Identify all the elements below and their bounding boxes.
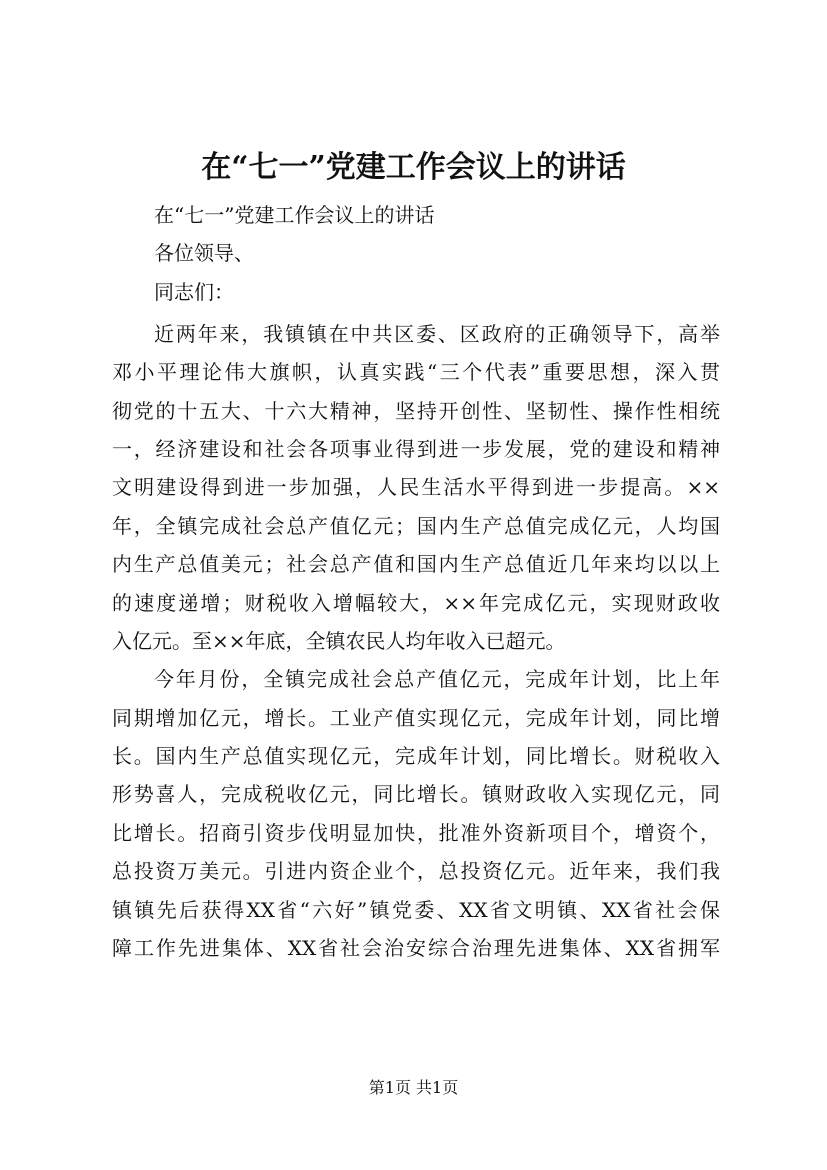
page-footer: 第1页 共1页 xyxy=(368,1078,459,1097)
body-line: 年，全镇完成社会总产值亿元；国内生产总值完成亿元，人均国 xyxy=(112,513,720,538)
body-line: 形势喜人，完成税收亿元，同比增长。镇财政收入实现亿元，同 xyxy=(112,782,720,807)
body-line: 在“七一”党建工作会议上的讲话 xyxy=(154,203,435,227)
body-line: 比增长。招商引资步伐明显加快，批准外资新项目个，增资个， xyxy=(112,820,720,845)
body-line: 各位领导、 xyxy=(154,241,254,266)
body-line: 今年月份，全镇完成社会总产值亿元，完成年计划，比上年 xyxy=(154,667,720,692)
body-line: 同期增加亿元，增长。工业产值实现亿元，完成年计划，同比增 xyxy=(112,705,720,730)
body-line: 近两年来，我镇镇在中共区委、区政府的正确领导下，高举 xyxy=(154,321,720,346)
body-line: 镇镇先后获得XX省“六好”镇党委、XX省文明镇、XX省社会保 xyxy=(112,897,720,922)
document-title: 在“七一”党建工作会议上的讲话 xyxy=(201,150,626,185)
body-line: 入亿元。至××年底，全镇农民人均年收入已超元。 xyxy=(112,628,566,653)
body-line: 一，经济建设和社会各项事业得到进一步发展，党的建设和精神 xyxy=(112,436,720,461)
body-line: 总投资万美元。引进内资企业个，总投资亿元。近年来，我们我 xyxy=(112,859,720,884)
body-line: 的速度递增；财税收入增幅较大，××年完成亿元，实现财政收 xyxy=(112,590,720,615)
body-line: 障工作先进集体、XX省社会治安综合治理先进集体、XX省拥军 xyxy=(112,936,720,961)
body-line: 长。国内生产总值实现亿元，完成年计划，同比增长。财税收入 xyxy=(112,744,720,769)
body-line: 彻党的十五大、十六大精神，坚持开创性、坚韧性、操作性相统 xyxy=(112,398,720,423)
document-body xyxy=(112,196,720,967)
body-line: 邓小平理论伟大旗帜，认真实践“三个代表”重要思想，深入贯 xyxy=(112,360,720,385)
body-line: 同志们： xyxy=(154,279,234,304)
body-line: 内生产总值美元；社会总产值和国内生产总值近几年来均以以上 xyxy=(112,552,720,577)
body-line: 文明建设得到进一步加强，人民生活水平得到进一步提高。×× xyxy=(112,475,720,500)
